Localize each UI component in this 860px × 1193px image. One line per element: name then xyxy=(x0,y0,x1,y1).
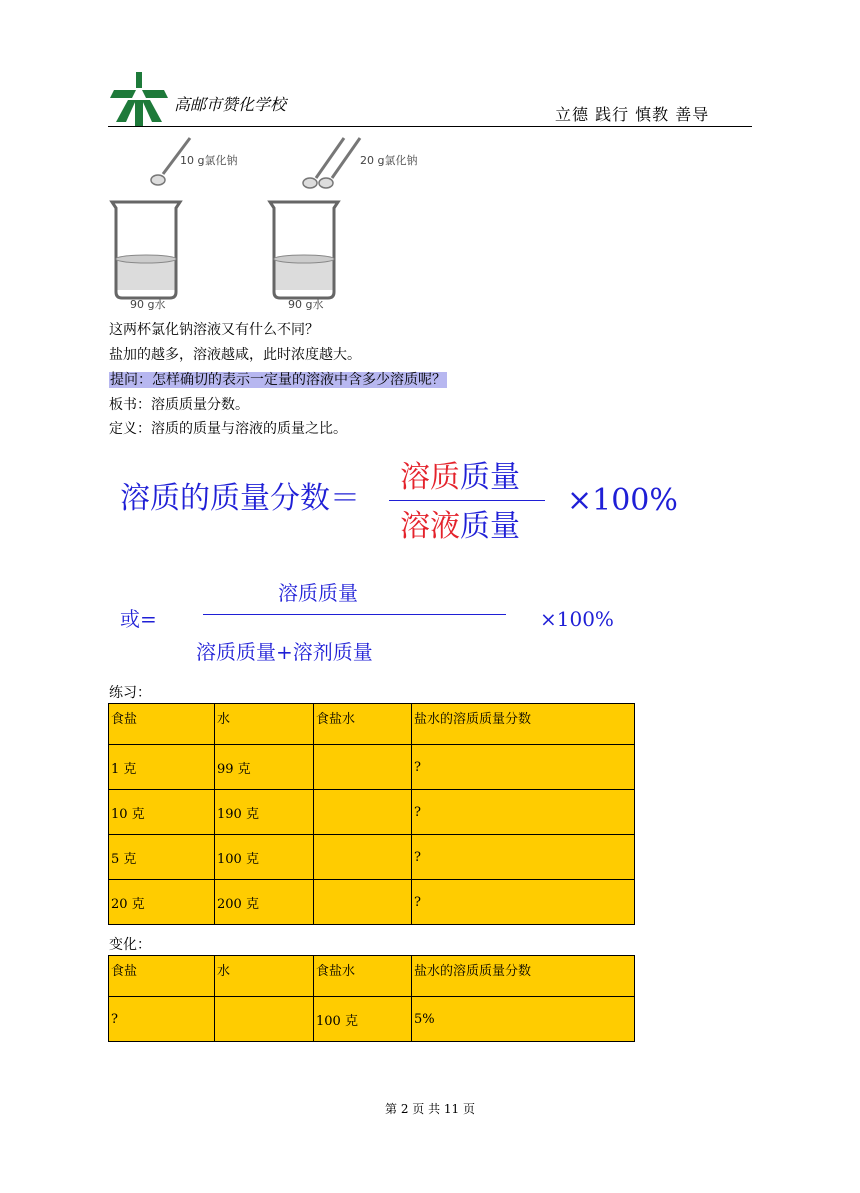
table-header-row xyxy=(109,704,635,745)
table-header-cell: 盐水的溶质质量分数 xyxy=(412,956,635,997)
table-header-cell: 盐水的溶质质量分数 xyxy=(412,704,635,745)
table-cell: 20 克 xyxy=(109,880,215,925)
page-number: 第 2 页 共 11 页 xyxy=(385,1102,475,1116)
left-water-label: 90 g水 xyxy=(130,298,166,310)
table-cell: 200 克 xyxy=(215,880,314,925)
table-header-cell: 食盐 xyxy=(109,704,215,745)
right-salt-label: 20 g氯化钠 xyxy=(360,154,418,167)
school-name-text: 高邮市赞化学校 xyxy=(174,95,287,114)
table-cell: 5 克 xyxy=(109,835,215,880)
beaker-icon xyxy=(112,202,180,298)
formula2-fraction-bar xyxy=(203,614,506,615)
table-cell: 5% xyxy=(412,997,635,1042)
school-logo xyxy=(108,70,288,128)
variation-table xyxy=(108,955,635,1042)
table-cell xyxy=(314,745,412,790)
table-header-cell: 食盐水 xyxy=(314,704,412,745)
header-divider xyxy=(108,126,752,127)
right-water-label: 90 g水 xyxy=(288,298,324,310)
formula-denominator xyxy=(400,509,520,544)
table-cell: 100 克 xyxy=(215,835,314,880)
formula-numerator xyxy=(400,460,520,495)
numerator-solute: 溶质 xyxy=(400,460,460,495)
table-cell xyxy=(215,997,314,1042)
formula2-prefix: 或= xyxy=(120,607,157,631)
table-cell: ? xyxy=(412,880,635,925)
table-header-cell: 食盐水 xyxy=(314,956,412,997)
table-cell: ? xyxy=(109,997,215,1042)
table-header-cell: 水 xyxy=(215,704,314,745)
school-motto: 立德 践行 慎教 善导 xyxy=(555,105,710,124)
table-row xyxy=(109,835,635,880)
exercise-table xyxy=(108,703,635,925)
table-row xyxy=(109,880,635,925)
paragraph-question-1: 这两杯氯化钠溶液又有什么不同？ xyxy=(109,322,319,338)
exercise-label: 练习： xyxy=(109,685,151,701)
table-cell: 190 克 xyxy=(215,790,314,835)
highlighted-question: 提问：怎样确切的表示一定量的溶液中含多少溶质呢？ xyxy=(110,372,446,388)
table-cell xyxy=(314,790,412,835)
table-cell: ? xyxy=(412,790,635,835)
table-row xyxy=(109,997,635,1042)
table-cell: ? xyxy=(412,745,635,790)
beaker-illustration xyxy=(108,130,448,310)
table-header-row xyxy=(109,956,635,997)
paragraph-board: 板书：溶质质量分数。 xyxy=(109,397,249,413)
paragraph-prompt xyxy=(109,370,447,390)
paragraph-definition: 定义：溶质的质量与溶液的质量之比。 xyxy=(109,421,347,437)
table-cell: ? xyxy=(412,835,635,880)
table-row xyxy=(109,745,635,790)
left-salt-label: 10 g氯化钠 xyxy=(180,154,238,167)
denominator-mass: 质量 xyxy=(460,509,520,544)
numerator-mass: 质量 xyxy=(460,460,520,495)
variation-label: 变化： xyxy=(109,937,151,953)
spoon-icon xyxy=(303,138,360,188)
beaker-icon xyxy=(270,202,338,298)
denominator-solution: 溶液 xyxy=(400,509,460,544)
table-header-cell: 食盐 xyxy=(109,956,215,997)
formula2-multiplier: ×100% xyxy=(540,607,614,631)
table-cell: 100 克 xyxy=(314,997,412,1042)
table-cell xyxy=(314,880,412,925)
table-row xyxy=(109,790,635,835)
formula2-denominator: 溶质质量+溶剂质量 xyxy=(196,640,373,664)
paragraph-answer-1: 盐加的越多，溶液越咸，此时浓度越大。 xyxy=(109,347,361,363)
table-header-cell: 水 xyxy=(215,956,314,997)
formula-lhs: 溶质的质量分数＝ xyxy=(120,481,360,516)
table-cell: 10 克 xyxy=(109,790,215,835)
formula2-numerator: 溶质质量 xyxy=(278,581,358,605)
table-cell: 99 克 xyxy=(215,745,314,790)
formula-fraction-bar xyxy=(389,500,545,501)
table-cell: 1 克 xyxy=(109,745,215,790)
formula-multiplier: ×100% xyxy=(567,483,678,518)
table-cell xyxy=(314,835,412,880)
